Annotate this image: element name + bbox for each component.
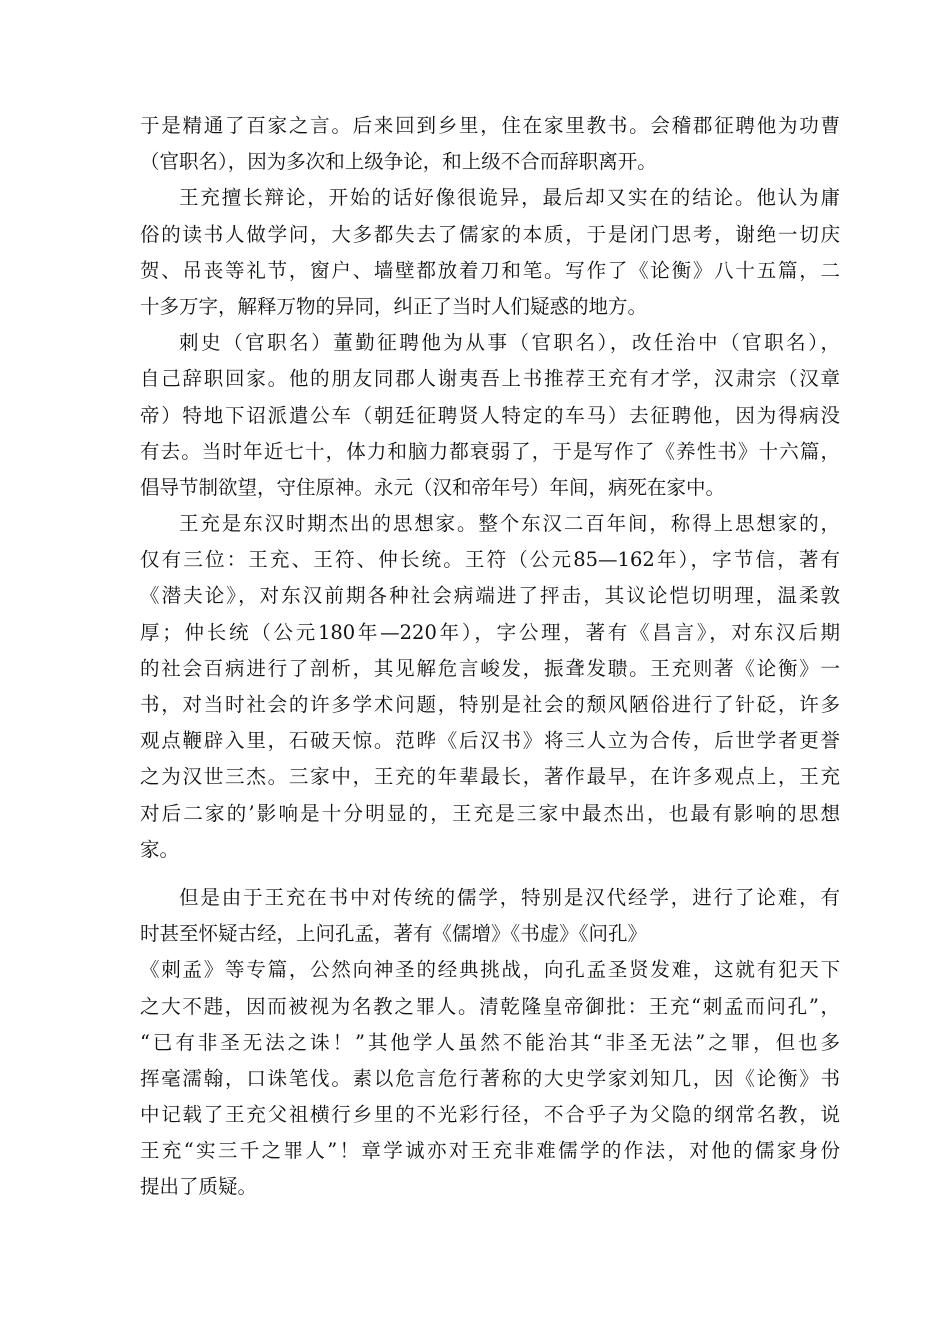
text-line: 王充是东汉时期杰出的思想家。整个东汉二百年间，称得上思想家的， (179, 512, 840, 536)
text-line: 于是精通了百家之言。后来回到乡里，住在家里教书。会稽郡征聘他为功曹 (140, 114, 840, 137)
text-line: 《刺孟》等专篇，公然向神圣的经典挑战，向孔孟圣贤发难，这就有犯天下 (140, 958, 840, 982)
text-line: 厚；仲长统（公元180年—220年），字公理，著有《昌言》，对东汉后期 (140, 620, 840, 644)
text-line: （官职名），因为多次和上级争论，和上级不合而辞职离开。 (140, 150, 657, 174)
text-line: 时甚至怀疑古经，上问孔孟，著有《儒增》《书虚》《问孔》 (140, 922, 648, 946)
text-line: 家。 (140, 837, 180, 861)
text-line: 书，对当时社会的许多学术问题，特别是社会的颓风陋俗进行了针砭，许多 (140, 693, 840, 716)
text-line: 十多万字，解释万物的异同，纠正了当时人们疑惑的地方。 (140, 294, 648, 318)
text-line: 提出了质疑。 (140, 1175, 258, 1199)
text-line: 对后二家的’影响是十分明显的，王充是三家中最杰出，也最有影响的思想 (140, 801, 840, 825)
document-body (140, 108, 840, 1206)
paragraph-gap (140, 868, 840, 880)
text-line: “已有非圣无法之诛！”其他学人虽然不能治其“非圣无法”之罪，但也多 (140, 1030, 840, 1054)
text-line: 倡导节制欲望，守住原神。永元（汉和帝年号）年间，病死在家中。 (140, 475, 726, 499)
text-line: 但是由于王充在书中对传统的儒学，特别是汉代经学，进行了论难，有 (179, 885, 840, 909)
text-line: 的社会百病进行了剖析，其见解危言峻发，振聋发聩。王充则著《论衡》一 (140, 656, 840, 680)
text-line: 王充擅长辩论，开始的话好像很诡异，最后却又实在的结论。他认为庸 (179, 186, 840, 210)
text-line: 王充“实三千之罪人”！章学诚亦对王充非难儒学的作法，对他的儒家身份 (140, 1139, 840, 1163)
text-line: 之大不韪，因而被视为名教之罪人。清乾隆皇帝御批：王充“刺孟而问孔”， (140, 994, 840, 1018)
text-line: 俗的读书人做学问，大多都失去了儒家的本质，于是闭门思考，谢绝一切庆 (140, 222, 840, 246)
text-line: 帝）特地下诏派遣公车（朝廷征聘贤人特定的车马）去征聘他，因为得病没 (140, 403, 840, 427)
text-line: 中记载了王充父祖横行乡里的不光彩行径，不合乎子为父隐的纲常名教，说 (140, 1103, 840, 1127)
text-line: 之为汉世三杰。三家中，王充的年辈最长，著作最早，在许多观点上，王充 (140, 765, 840, 789)
text-line: 刺史（官职名）董勤征聘他为从事（官职名），改任治中（官职名）， (179, 331, 840, 355)
text-line: 仅有三位：王充、王符、仲长统。王符（公元85—162年），字节信，著有 (140, 548, 840, 572)
text-line: 观点鞭辟入里，石破天惊。范晔《后汉书》将三人立为合传，后世学者更誉 (140, 729, 840, 753)
text-line: 《潜夫论》，对东汉前期各种社会病端进了抨击，其议论恺切明理，温柔敦 (140, 584, 840, 608)
text-line: 有去。当时年近七十，体力和脑力都衰弱了，于是写作了《养性书》十六篇， (140, 439, 840, 463)
text-line: 自己辞职回家。他的朋友同郡人谢夷吾上书推荐王充有才学，汉肃宗（汉章 (140, 367, 840, 391)
text-line: 挥毫濡翰，口诛笔伐。素以危言危行著称的大史学家刘知几，因《论衡》书 (140, 1066, 840, 1090)
text-line: 贺、吊丧等礼节，窗户、墙壁都放着刀和笔。写作了《论衡》八十五篇，二 (140, 258, 840, 282)
